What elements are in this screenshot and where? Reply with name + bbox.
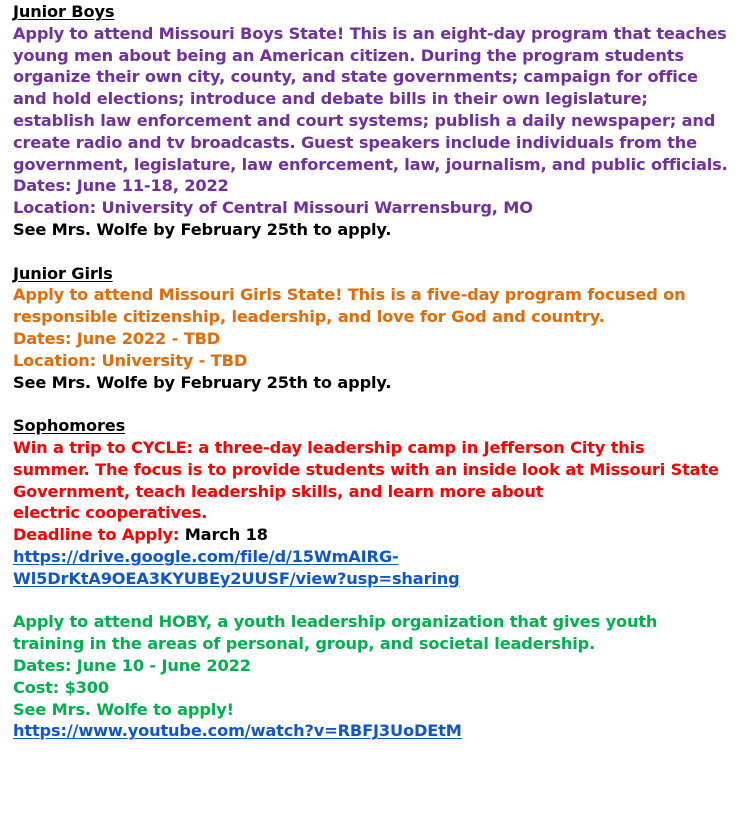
cycle-link-line[interactable]: https://drive.google.com/file/d/15WmAIRG- [13, 546, 399, 566]
cycle-deadline [13, 524, 748, 546]
section-spacer [13, 590, 748, 612]
cycle-description-line: Government, teach leadership skills, and learn more about [13, 481, 544, 501]
section-spacer [13, 393, 748, 415]
hoby-description-line: training in the areas of personal, group, and societal leadership. [13, 634, 596, 654]
junior-boys-location: Location: University of Central Missouri Warrensburg, MO [13, 198, 533, 218]
junior-boys-description-line: young men about being an American citizen. During the program students [13, 45, 684, 65]
hoby-apply-note: See Mrs. Wolfe to apply! [13, 699, 234, 719]
hoby-description-line: Apply to attend HOBY, a youth leadership organization that gives youth [13, 612, 658, 632]
junior-boys-description-line: Apply to attend Missouri Boys State! This is an eight-day program that teaches [13, 23, 727, 43]
junior-girls-location: Location: University - TBD [13, 350, 248, 370]
cycle-description-line: summer. The focus is to provide students with an inside look at Missouri State [13, 459, 719, 479]
cycle-application-link[interactable] [13, 546, 748, 590]
hoby-dates: Dates: June 10 - June 2022 [13, 655, 251, 675]
sophomores-section [13, 415, 748, 742]
junior-boys-section [13, 1, 748, 241]
junior-girls-description-line: Apply to attend Missouri Girls State! This is a five-day program focused on [13, 285, 686, 305]
junior-boys-description-line: government, legislature, law enforcement, law, journalism, and public officials. [13, 154, 728, 174]
cycle-description-line: Win a trip to CYCLE: a three-day leadership camp in Jefferson City this [13, 437, 645, 457]
junior-boys-dates: Dates: June 11-18, 2022 [13, 176, 229, 196]
junior-boys-description-line: establish law enforcement and court systems; publish a daily newspaper; and [13, 110, 716, 130]
cycle-deadline-value: March 18 [179, 525, 268, 545]
section-spacer [13, 241, 748, 263]
junior-boys-description-line: organize their own city, county, and state governments; campaign for office [13, 67, 698, 87]
junior-girls-apply-note: See Mrs. Wolfe by February 25th to apply. [13, 372, 392, 392]
cycle-deadline-label: Deadline to Apply: [13, 525, 180, 545]
cycle-link-line[interactable]: Wl5DrKtA9OEA3KYUBEy2UUSF/view?usp=sharing [13, 568, 460, 588]
junior-girls-dates: Dates: June 2022 - TBD [13, 328, 221, 348]
announcement-document [13, 1, 748, 742]
junior-boys-apply-note: See Mrs. Wolfe by February 25th to apply. [13, 219, 392, 239]
junior-boys-description-line: create radio and tv broadcasts. Guest speakers include individuals from the [13, 132, 697, 152]
junior-girls-section [13, 263, 748, 394]
hoby-video-link[interactable]: https://www.youtube.com/watch?v=RBFJ3UoDEtM [13, 721, 462, 741]
junior-girls-description-line: responsible citizenship, leadership, and love for God and country. [13, 307, 605, 327]
junior-girls-heading: Junior Girls [13, 263, 113, 283]
sophomores-heading: Sophomores [13, 416, 126, 436]
junior-boys-heading: Junior Boys [13, 2, 115, 21]
cycle-description-line: electric cooperatives. [13, 503, 208, 523]
junior-boys-description-line: and hold elections; introduce and debate bills in their own legislature; [13, 89, 648, 109]
hoby-cost: Cost: $300 [13, 677, 110, 697]
